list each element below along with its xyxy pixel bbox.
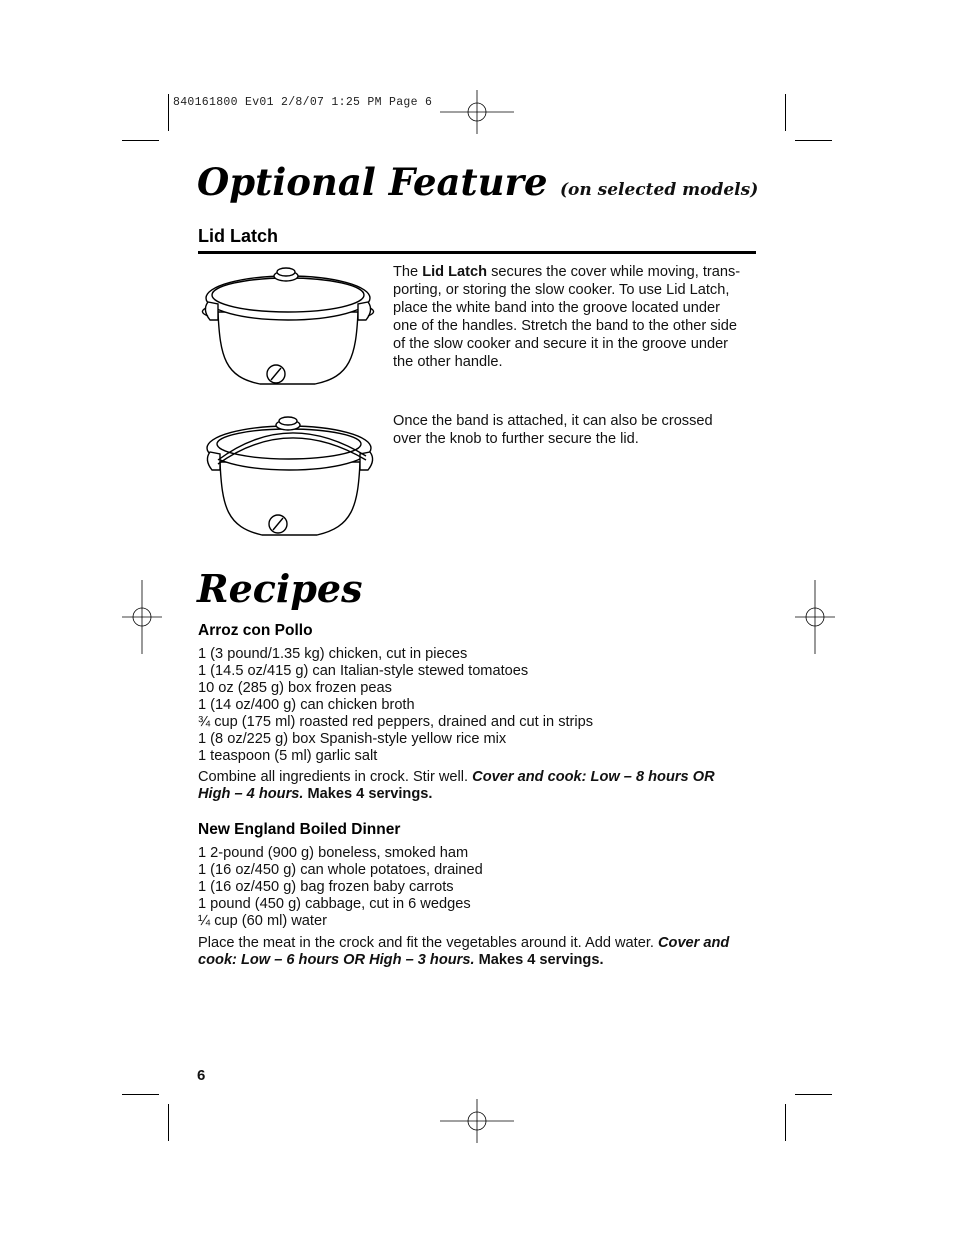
ingredient-item: 1 (3 pound/1.35 kg) chicken, cut in pieces	[198, 646, 468, 662]
ingredient-item: 1 teaspoon (5 ml) garlic salt	[198, 748, 378, 764]
recipe-2-directions	[198, 935, 768, 969]
para1-text-pre: The	[393, 264, 423, 280]
page-subtitle: (on selected models)	[559, 180, 759, 200]
directions-text: Combine all ingredients in crock. Stir well.	[198, 769, 473, 785]
para2-line: Once the band is attached, it can also be crossed	[393, 413, 713, 429]
slow-cooker-illustration-2	[200, 412, 382, 542]
print-slug: 840161800 Ev01 2/8/07 1:25 PM Page 6	[173, 96, 433, 109]
recipe-1-directions	[198, 769, 768, 803]
ingredient-item: 10 oz (285 g) box frozen peas	[198, 680, 392, 696]
section-rule	[198, 251, 756, 254]
optional-feature-heading	[197, 160, 758, 204]
cook-instructions: High – 4 hours.	[198, 786, 304, 802]
ingredient-item: 1 2-pound (900 g) boneless, smoked ham	[198, 845, 469, 861]
cook-instructions: Cover and	[657, 935, 730, 951]
servings-text: Makes 4 servings.	[303, 786, 433, 802]
page-title: Optional Feature	[197, 160, 548, 204]
ingredient-item: 1 (14 oz/400 g) can chicken broth	[198, 697, 415, 713]
recipe-1-ingredients	[198, 646, 758, 765]
ingredient-item: ¾ cup (175 ml) roasted red peppers, drained and cut in strips	[198, 714, 594, 730]
lid-latch-paragraph-2	[393, 412, 763, 448]
para1-line: porting, or storing the slow cooker. To use Lid Latch,	[393, 282, 730, 298]
lid-latch-term: Lid Latch	[422, 264, 488, 280]
servings-text: Makes 4 servings.	[474, 952, 604, 968]
cook-instructions: cook: Low – 6 hours OR High – 3 hours.	[198, 952, 475, 968]
recipes-heading: Recipes	[197, 566, 363, 611]
page-number: 6	[197, 1067, 206, 1084]
ingredient-item: ¼ cup (60 ml) water	[198, 913, 327, 929]
para1-line: one of the handles. Stretch the band to the other side	[393, 318, 738, 334]
lid-latch-paragraph-1	[393, 263, 763, 371]
para1-line: secures the cover while moving, trans-	[487, 264, 741, 280]
ingredient-item: 1 pound (450 g) cabbage, cut in 6 wedges	[198, 896, 471, 912]
ingredient-item: 1 (14.5 oz/415 g) can Italian-style stewed tomatoes	[198, 663, 529, 679]
ingredient-item: 1 (8 oz/225 g) box Spanish-style yellow rice mix	[198, 731, 507, 747]
slow-cooker-illustration-1	[200, 262, 380, 392]
para1-line: the other handle.	[393, 354, 503, 370]
para2-line: over the knob to further secure the lid.	[393, 431, 639, 447]
directions-text: Place the meat in the crock and fit the vegetables around it. Add water.	[198, 935, 658, 951]
para1-line: of the slow cooker and secure it in the groove under	[393, 336, 729, 352]
cook-instructions: Cover and cook: Low – 8 hours OR	[472, 769, 715, 785]
recipe-title-new-england-boiled-dinner: New England Boiled Dinner	[198, 821, 401, 838]
para1-line: place the white band into the groove located under	[393, 300, 720, 316]
section-lid-latch: Lid Latch	[198, 226, 278, 246]
ingredient-item: 1 (16 oz/450 g) can whole potatoes, drained	[198, 862, 483, 878]
recipe-2-ingredients	[198, 845, 758, 930]
ingredient-item: 1 (16 oz/450 g) bag frozen baby carrots	[198, 879, 454, 895]
recipe-title-arroz-con-pollo: Arroz con Pollo	[198, 622, 313, 639]
